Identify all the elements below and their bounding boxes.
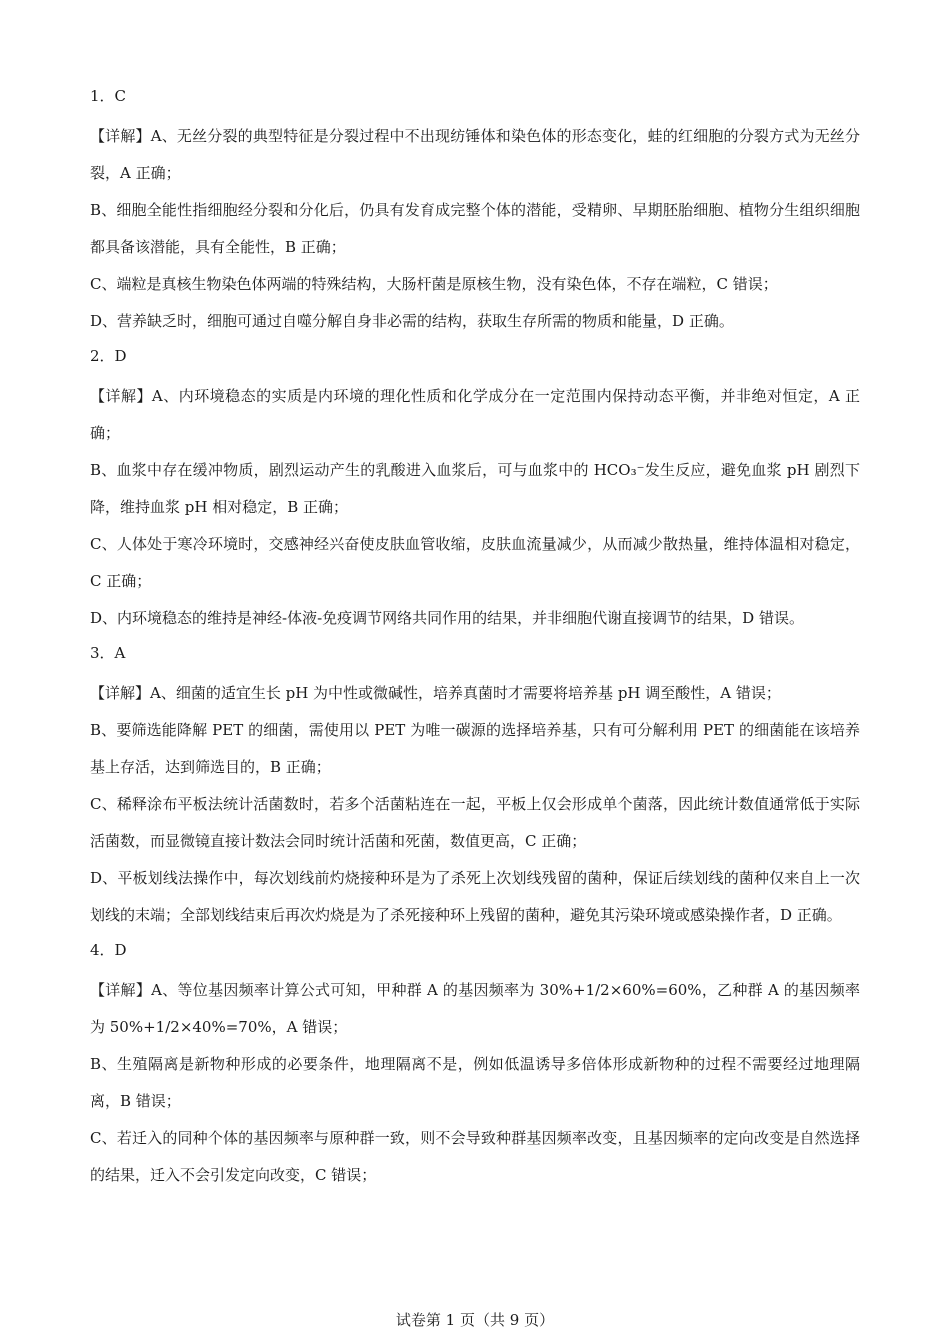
answer-paragraph: C、端粒是真核生物染色体两端的特殊结构，大肠杆菌是原核生物，没有染色体，不存在端粒，C 错误； — [90, 275, 778, 293]
answer-block-3 — [90, 637, 860, 934]
answer-paragraph: 【详解】A、等位基因频率计算公式可知，甲种群 A 的基因频率为 30%+1/2×60%=60%，乙种群 A 的基因频率为 50%+1/2×40%=70%，A 错误； — [90, 981, 860, 1036]
answer-heading: 1．C — [90, 87, 127, 105]
answer-content — [90, 80, 860, 1194]
answer-paragraph: 【详解】A、内环境稳态的实质是内环境的理化性质和化学成分在一定范围内保持动态平衡，并非绝对恒定，A 正确； — [90, 387, 860, 442]
answer-block-1 — [90, 80, 860, 340]
answer-paragraph: B、细胞全能性指细胞经分裂和分化后，仍具有发育成完整个体的潜能，受精卵、早期胚胎细胞、植物分生组织细胞都具备该潜能，具有全能性，B 正确； — [90, 201, 860, 256]
answer-heading: 4．D — [90, 941, 127, 959]
answer-paragraph: D、平板划线法操作中，每次划线前灼烧接种环是为了杀死上次划线残留的菌种，保证后续划线的菌种仅来自上一次划线的末端；全部划线结束后再次灼烧是为了杀死接种环上残留的菌种，避免其污染环境或感染操作者，D 正确。 — [90, 869, 860, 924]
answer-paragraph: 【详解】A、细菌的适宜生长 pH 为中性或微碱性，培养真菌时才需要将培养基 pH 调至酸性，A 错误； — [90, 684, 781, 702]
answer-paragraph: C、人体处于寒冷环境时，交感神经兴奋使皮肤血管收缩，皮肤血流量减少，从而减少散热量，维持体温相对稳定，C 正确； — [90, 535, 860, 590]
answer-heading: 3．A — [90, 644, 126, 662]
answer-paragraph: C、稀释涂布平板法统计活菌数时，若多个活菌粘连在一起，平板上仅会形成单个菌落，因此统计数值通常低于实际活菌数，而显微镜直接计数法会同时统计活菌和死菌，数值更高，C 正确； — [90, 795, 860, 850]
page-footer: 试卷第 1 页（共 9 页） — [395, 1311, 555, 1329]
answer-block-4 — [90, 934, 860, 1194]
answer-paragraph: B、生殖隔离是新物种形成的必要条件，地理隔离不是，例如低温诱导多倍体形成新物种的过程不需要经过地理隔离，B 错误； — [90, 1055, 860, 1110]
answer-paragraph: B、血浆中存在缓冲物质，剧烈运动产生的乳酸进入血浆后，可与血浆中的 HCO₃⁻发生反应，避免血浆 pH 剧烈下降，维持血浆 pH 相对稳定，B 正确； — [90, 461, 860, 516]
answer-paragraph: D、营养缺乏时，细胞可通过自噬分解自身非必需的结构，获取生存所需的物质和能量，D 正确。 — [90, 312, 734, 330]
answer-paragraph: 【详解】A、无丝分裂的典型特征是分裂过程中不出现纺锤体和染色体的形态变化，蛙的红细胞的分裂方式为无丝分裂，A 正确； — [90, 127, 860, 182]
answer-paragraph: C、若迁入的同种个体的基因频率与原种群一致，则不会导致种群基因频率改变，且基因频率的定向改变是自然选择的结果，迁入不会引发定向改变，C 错误； — [90, 1129, 860, 1184]
answer-paragraph: D、内环境稳态的维持是神经-体液-免疫调节网络共同作用的结果，并非细胞代谢直接调节的结果，D 错误。 — [90, 609, 804, 627]
answer-heading: 2．D — [90, 347, 127, 365]
answer-paragraph: B、要筛选能降解 PET 的细菌，需使用以 PET 为唯一碳源的选择培养基，只有可分解利用 PET 的细菌能在该培养基上存活，达到筛选目的，B 正确； — [90, 721, 860, 776]
answer-block-2 — [90, 340, 860, 637]
